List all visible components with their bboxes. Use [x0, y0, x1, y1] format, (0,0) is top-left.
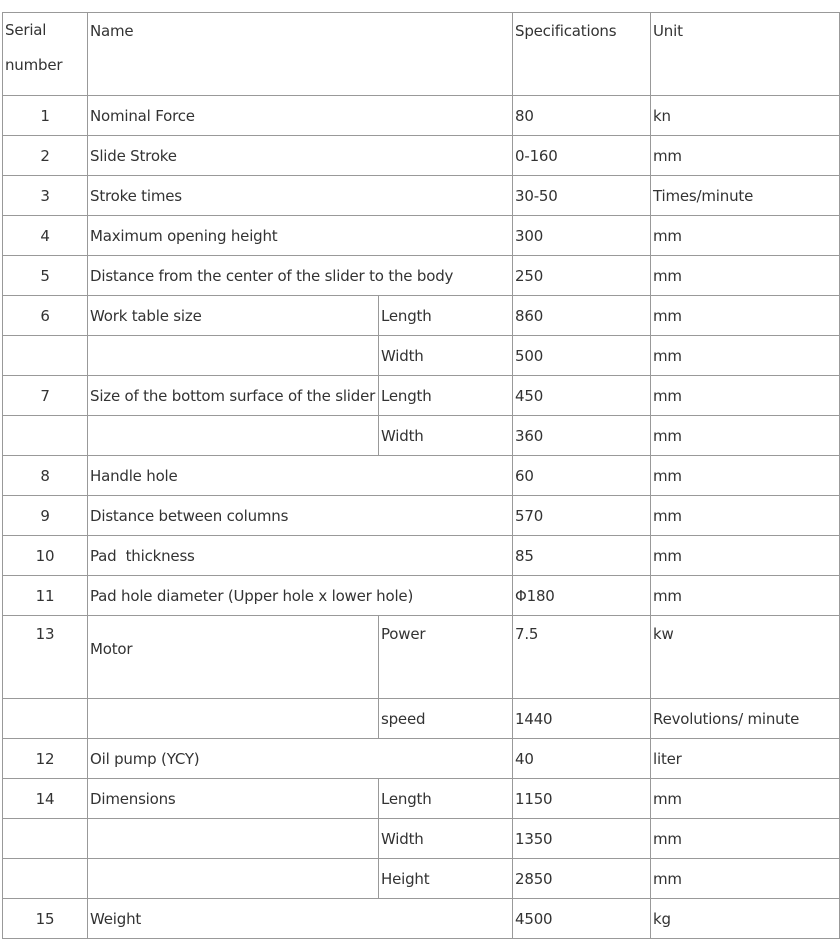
header-specifications: Specifications	[513, 13, 651, 96]
name-cell	[88, 699, 379, 739]
spec-cell: 360	[513, 416, 651, 456]
serial-cell: 13	[3, 616, 88, 699]
serial-cell: 5	[3, 256, 88, 296]
table-row	[3, 416, 840, 456]
name-cell: Weight	[88, 899, 513, 939]
serial-cell	[3, 859, 88, 899]
serial-cell: 14	[3, 779, 88, 819]
name-cell: Nominal Force	[88, 96, 513, 136]
serial-cell: 9	[3, 496, 88, 536]
serial-cell: 6	[3, 296, 88, 336]
spec-cell: 1350	[513, 819, 651, 859]
spec-cell: 40	[513, 739, 651, 779]
name-cell: Stroke times	[88, 176, 513, 216]
serial-cell: 15	[3, 899, 88, 939]
serial-cell	[3, 819, 88, 859]
table-row	[3, 616, 840, 699]
unit-cell: mm	[651, 536, 840, 576]
unit-cell: kw	[651, 616, 840, 699]
sub-name-cell: Length	[379, 779, 513, 819]
table-row	[3, 136, 840, 176]
spec-cell: 450	[513, 376, 651, 416]
table-row	[3, 336, 840, 376]
spec-cell: 500	[513, 336, 651, 376]
spec-cell: 80	[513, 96, 651, 136]
unit-cell: mm	[651, 496, 840, 536]
serial-cell: 11	[3, 576, 88, 616]
serial-cell: 8	[3, 456, 88, 496]
table-row	[3, 376, 840, 416]
table-row	[3, 296, 840, 336]
spec-cell: 860	[513, 296, 651, 336]
motor-label: Motor	[90, 640, 133, 658]
table-row	[3, 819, 840, 859]
table-header-row	[3, 13, 840, 96]
name-cell: Dimensions	[88, 779, 379, 819]
spec-cell: 1440	[513, 699, 651, 739]
serial-cell	[3, 699, 88, 739]
unit-cell: mm	[651, 859, 840, 899]
table-row	[3, 779, 840, 819]
sub-name-cell: Width	[379, 336, 513, 376]
table-row	[3, 536, 840, 576]
table-row	[3, 96, 840, 136]
spec-cell: 85	[513, 536, 651, 576]
spec-cell: 0-160	[513, 136, 651, 176]
serial-cell	[3, 336, 88, 376]
table-row	[3, 739, 840, 779]
name-cell	[88, 859, 379, 899]
header-serial-number: Serial number	[3, 13, 88, 96]
spec-cell: 570	[513, 496, 651, 536]
serial-cell: 1	[3, 96, 88, 136]
spec-cell: 250	[513, 256, 651, 296]
unit-cell: mm	[651, 336, 840, 376]
table-row	[3, 256, 840, 296]
serial-cell: 3	[3, 176, 88, 216]
unit-cell: mm	[651, 296, 840, 336]
spec-cell: Φ180	[513, 576, 651, 616]
unit-cell: mm	[651, 216, 840, 256]
spec-cell: 30-50	[513, 176, 651, 216]
unit-cell: mm	[651, 456, 840, 496]
unit-cell: mm	[651, 376, 840, 416]
spec-cell: 4500	[513, 899, 651, 939]
unit-cell: mm	[651, 256, 840, 296]
sub-name-cell: Width	[379, 819, 513, 859]
sub-name-cell: Power	[379, 616, 513, 699]
spec-cell: 1150	[513, 779, 651, 819]
unit-cell: Times/minute	[651, 176, 840, 216]
spec-cell: 7.5	[513, 616, 651, 699]
unit-cell: mm	[651, 416, 840, 456]
serial-cell: 4	[3, 216, 88, 256]
spec-cell: 60	[513, 456, 651, 496]
name-cell: Slide Stroke	[88, 136, 513, 176]
table-row	[3, 456, 840, 496]
header-name: Name	[88, 13, 513, 96]
unit-cell: liter	[651, 739, 840, 779]
name-cell: Handle hole	[88, 456, 513, 496]
name-cell: Pad thickness	[88, 536, 513, 576]
name-cell: Size of the bottom surface of the slider	[88, 376, 379, 416]
sub-name-cell: Length	[379, 376, 513, 416]
name-cell	[88, 819, 379, 859]
name-cell: Work table size	[88, 296, 379, 336]
table-row	[3, 216, 840, 256]
spec-cell: 300	[513, 216, 651, 256]
unit-cell: mm	[651, 136, 840, 176]
serial-cell: 10	[3, 536, 88, 576]
name-cell: Pad hole diameter (Upper hole x lower hole)	[88, 576, 513, 616]
name-cell	[88, 336, 379, 376]
table-row	[3, 496, 840, 536]
name-cell: Maximum opening height	[88, 216, 513, 256]
table-row	[3, 859, 840, 899]
table-row	[3, 699, 840, 739]
unit-cell: mm	[651, 779, 840, 819]
header-unit: Unit	[651, 13, 840, 96]
unit-cell: mm	[651, 819, 840, 859]
serial-cell: 2	[3, 136, 88, 176]
sub-name-cell: Height	[379, 859, 513, 899]
sub-name-cell: Width	[379, 416, 513, 456]
name-cell: Distance from the center of the slider to the body	[88, 256, 513, 296]
table-row	[3, 576, 840, 616]
unit-cell: mm	[651, 576, 840, 616]
unit-cell: Revolutions/ minute	[651, 699, 840, 739]
serial-cell	[3, 416, 88, 456]
name-cell	[88, 616, 379, 699]
name-cell: Oil pump (YCY)	[88, 739, 513, 779]
name-cell	[88, 416, 379, 456]
table-row	[3, 176, 840, 216]
serial-cell: 7	[3, 376, 88, 416]
sub-name-cell: Length	[379, 296, 513, 336]
sub-name-cell: speed	[379, 699, 513, 739]
unit-cell: kn	[651, 96, 840, 136]
name-cell: Distance between columns	[88, 496, 513, 536]
table-row	[3, 899, 840, 939]
serial-cell: 12	[3, 739, 88, 779]
unit-cell: kg	[651, 899, 840, 939]
specification-table	[2, 12, 840, 939]
spec-cell: 2850	[513, 859, 651, 899]
